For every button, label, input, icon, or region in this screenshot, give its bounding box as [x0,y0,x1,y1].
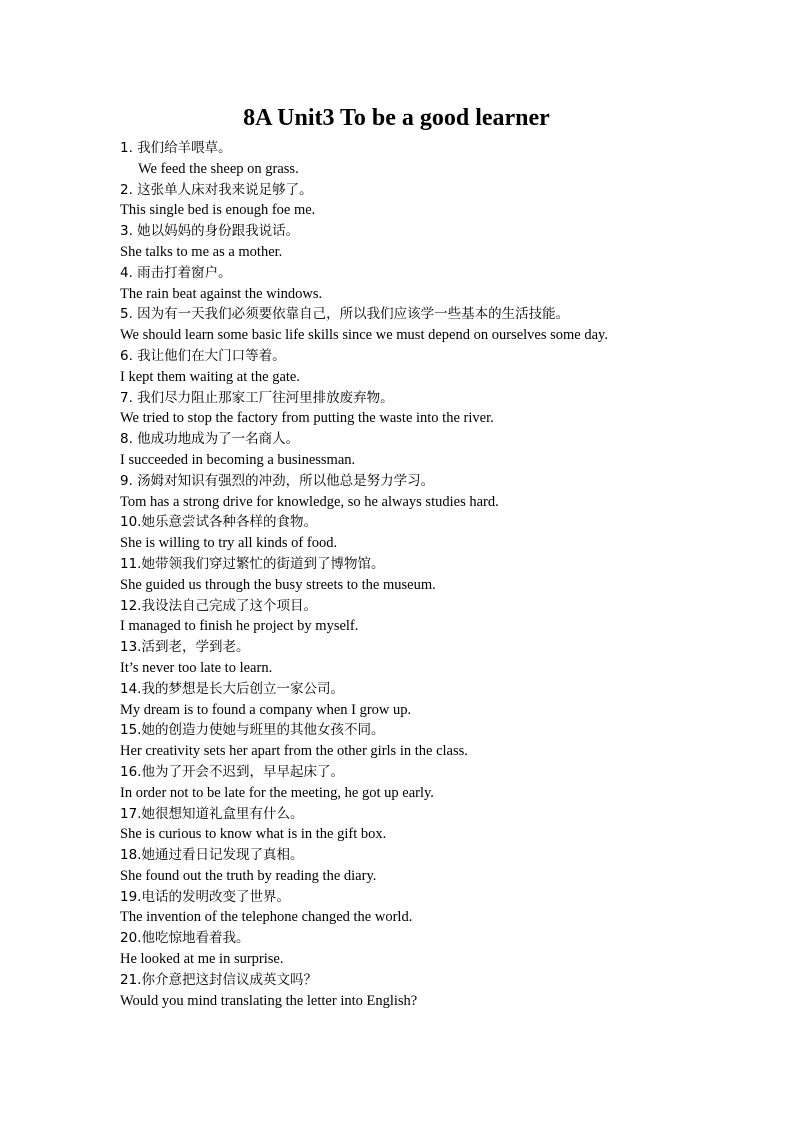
chinese-sentence: 6. 我让他们在大门口等着。 [120,347,286,364]
chinese-sentence: 14.我的梦想是长大后创立一家公司。 [120,680,344,697]
english-sentence: She talks to me as a mother. [120,243,283,260]
chinese-sentence: 17.她很想知道礼盒里有什么。 [120,805,304,822]
english-sentence: She is willing to try all kinds of food. [120,535,338,552]
english-sentence: In order not to be late for the meeting, he got up early. [120,784,434,801]
english-sentence: He looked at me in surprise. [120,951,284,968]
chinese-sentence: 19.电话的发明改变了世界。 [120,888,290,905]
list-item [120,346,720,388]
list-item [120,720,720,762]
english-sentence: The invention of the telephone changed the world. [120,909,413,926]
english-sentence: My dream is to found a company when I grow up. [120,701,412,718]
page-title: 8A Unit3 To be a good learner [243,105,550,131]
chinese-sentence: 20.他吃惊地看着我。 [120,930,250,947]
list-item [120,928,720,970]
english-sentence: She is curious to know what is in the gift box. [120,826,387,843]
list-item [120,679,720,721]
english-sentence: The rain beat against the windows. [120,285,323,302]
english-sentence: She found out the truth by reading the diary. [120,867,377,884]
english-sentence: I managed to finish he project by myself. [120,618,359,635]
chinese-sentence: 8. 他成功地成为了一名商人。 [120,431,300,448]
chinese-sentence: 9. 汤姆对知识有强烈的冲劲，所以他总是努力学习。 [120,472,435,489]
list-item [120,221,720,263]
chinese-sentence: 18.她通过看日记发现了真相。 [120,847,304,864]
chinese-sentence: 10.她乐意尝试各种各样的食物。 [120,514,317,531]
english-sentence: Tom has a strong drive for knowledge, so he always studies hard. [120,493,499,510]
list-item [120,512,720,554]
list-item [120,970,720,1012]
english-sentence: We feed the sheep on grass. [138,160,299,177]
list-item [120,263,720,305]
english-sentence: We should learn some basic life skills since we must depend on ourselves some day. [120,327,608,344]
chinese-sentence: 15.她的创造力使她与班里的其他女孩不同。 [120,722,385,739]
list-item [120,429,720,471]
english-sentence: I succeeded in becoming a businessman. [120,451,356,468]
english-sentence: I kept them waiting at the gate. [120,368,300,385]
english-sentence: We tried to stop the factory from putting the waste into the river. [120,410,494,427]
list-item [120,887,720,929]
chinese-sentence: 4. 雨击打着窗户。 [120,264,232,281]
chinese-sentence: 2. 这张单人床对我来说足够了。 [120,181,313,198]
list-item [120,804,720,846]
english-sentence: This single bed is enough foe me. [120,202,316,219]
chinese-sentence: 13.活到老，学到老。 [120,639,250,656]
english-sentence: Would you mind translating the letter into English? [120,992,418,1009]
list-item [120,304,720,346]
english-sentence: It’s never too late to learn. [120,659,273,676]
list-item [120,138,720,180]
chinese-sentence: 3. 她以妈妈的身份跟我说话。 [120,223,300,240]
chinese-sentence: 11.她带领我们穿过繁忙的街道到了博物馆。 [120,555,385,572]
chinese-sentence: 7. 我们尽力阻止那家工厂往河里排放废弃物。 [120,389,394,406]
english-sentence: Her creativity sets her apart from the other girls in the class. [120,743,468,760]
list-item [120,596,720,638]
chinese-sentence: 16.他为了开会不迟到，早早起床了。 [120,763,344,780]
list-item [120,388,720,430]
list-item [120,554,720,596]
list-item [120,637,720,679]
chinese-sentence: 5. 因为有一天我们必须要依靠自己，所以我们应该学一些基本的生活技能。 [120,306,570,323]
list-item [120,471,720,513]
chinese-sentence: 12.我设法自己完成了这个项目。 [120,597,317,614]
chinese-sentence: 1. 我们给羊喂草。 [120,140,232,156]
list-item [120,845,720,887]
list-item [120,762,720,804]
english-sentence: She guided us through the busy streets to the museum. [120,576,436,593]
list-item [120,180,720,222]
translation-list [120,138,720,1011]
chinese-sentence: 21.你介意把这封信议成英文吗？ [120,971,317,988]
